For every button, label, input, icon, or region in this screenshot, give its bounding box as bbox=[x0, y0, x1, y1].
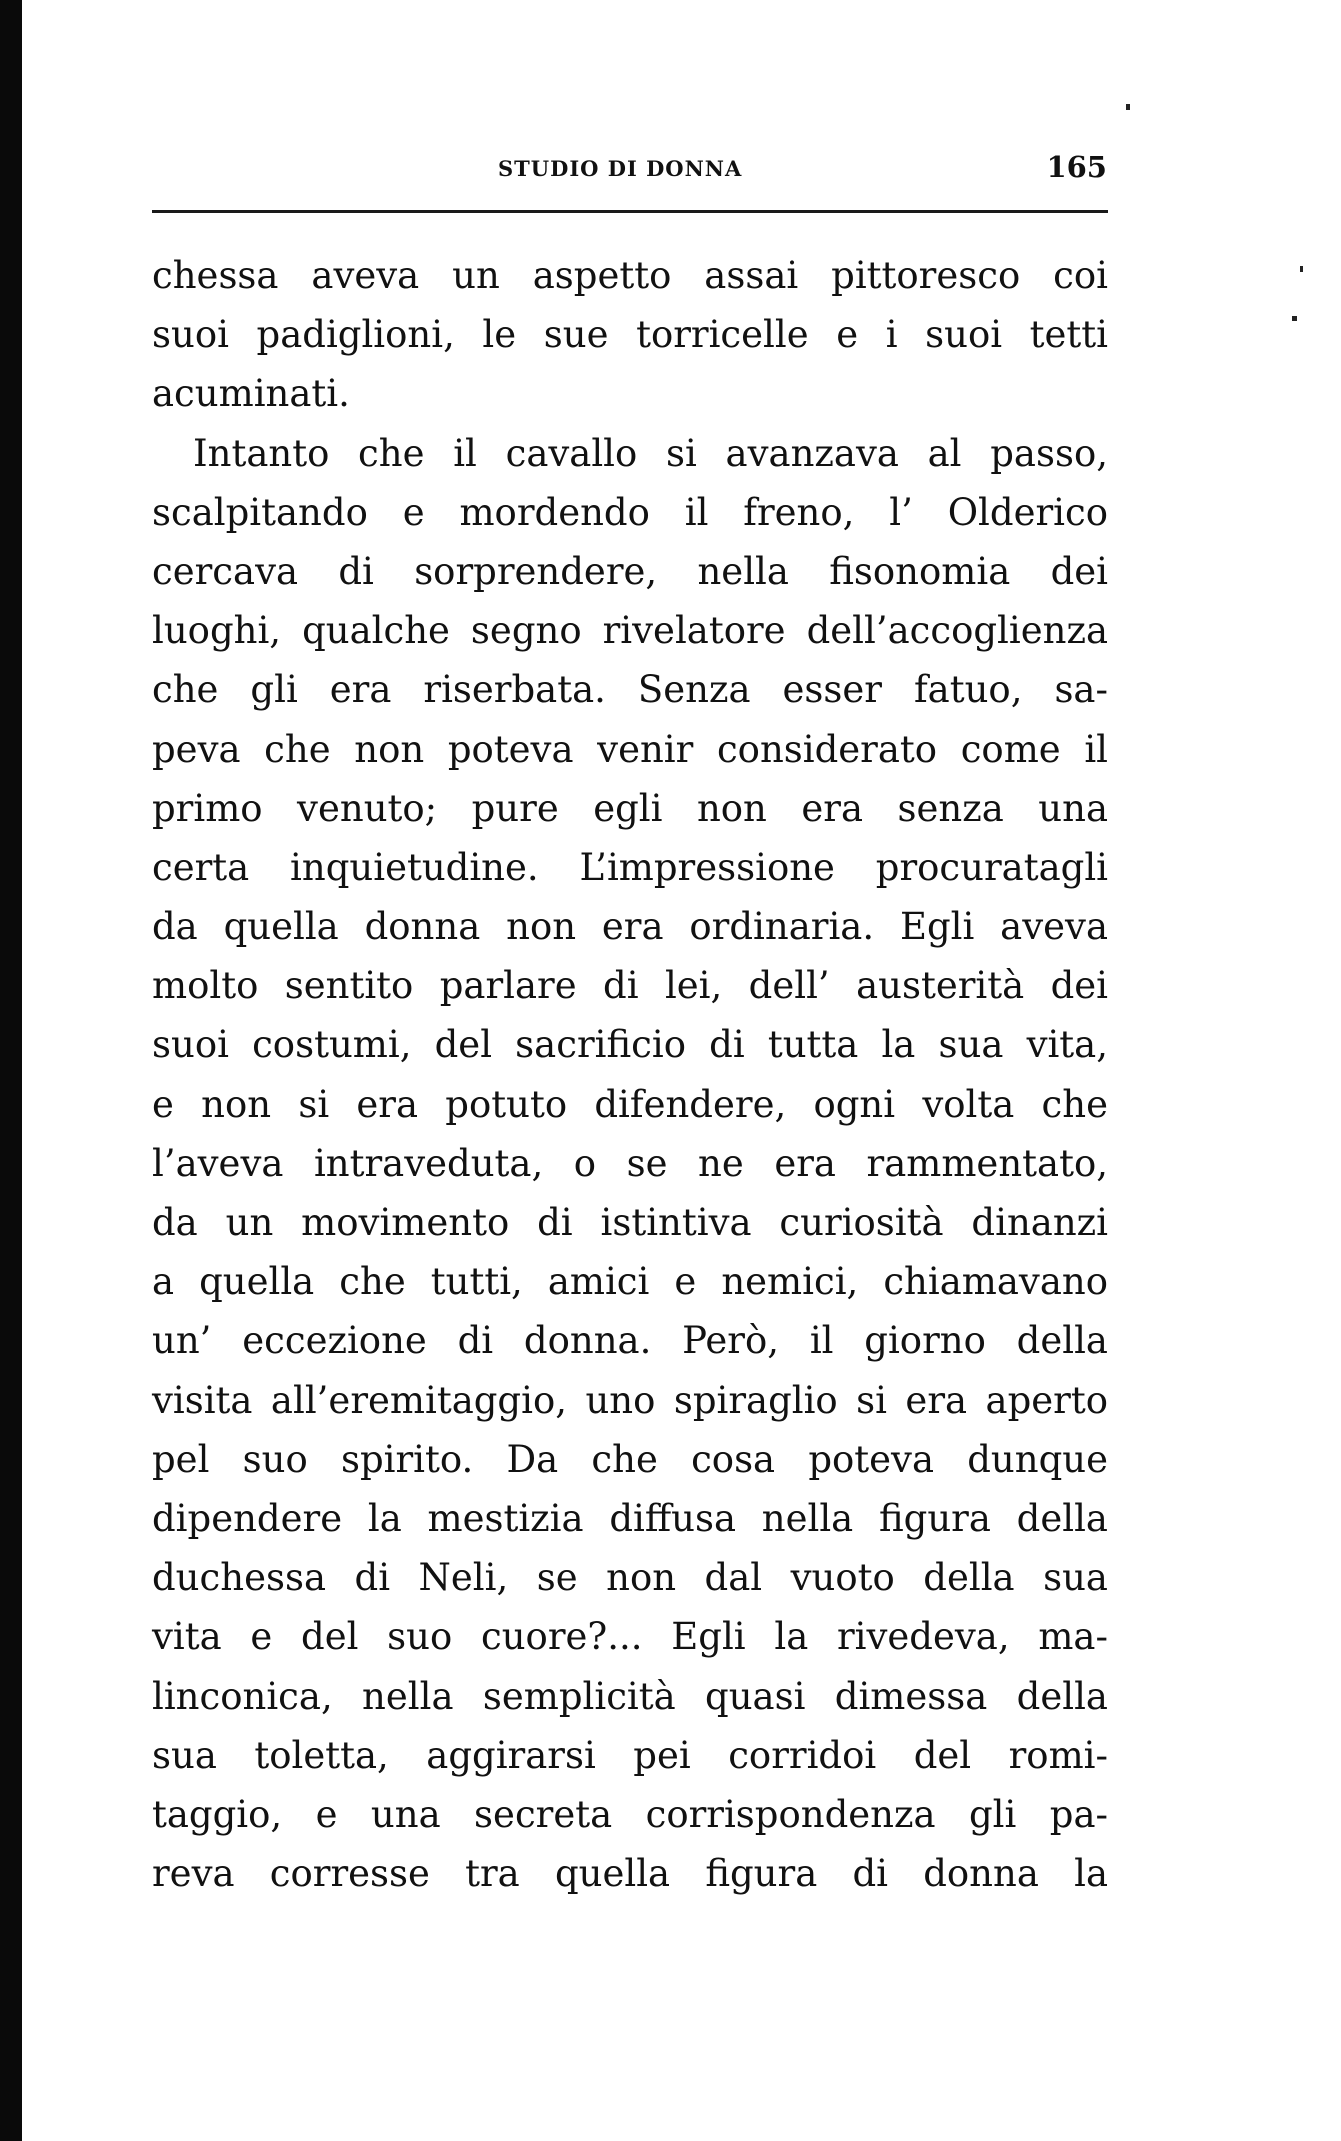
scan-speck bbox=[1126, 104, 1130, 110]
text-line: duchessa di Neli, se non dal vuoto della sua bbox=[152, 1556, 1108, 1600]
text-line: chessa aveva un aspetto assai pittoresco coi bbox=[152, 254, 1108, 297]
page-number: 165 bbox=[1046, 150, 1107, 184]
text-line: da quella donna non era ordinaria. Egli aveva bbox=[152, 905, 1108, 949]
text-line: da un movimento di istintiva curiosità dinanzi bbox=[152, 1201, 1108, 1244]
page-header bbox=[152, 150, 1107, 194]
text-line: dipendere la mestizia diffusa nella figura della bbox=[152, 1496, 1108, 1540]
text-line: suoi padiglioni, le sue torricelle e i suoi tetti bbox=[152, 313, 1108, 357]
body-text bbox=[152, 246, 1108, 1903]
header-rule bbox=[152, 210, 1108, 213]
text-line: sua toletta, aggirarsi pei corridoi del romi- bbox=[152, 1733, 1108, 1777]
scan-speck bbox=[1292, 316, 1297, 321]
text-line: peva che non poteva venir considerato come il bbox=[152, 727, 1108, 771]
scan-speck bbox=[1300, 266, 1303, 272]
text-line: a quella che tutti, amici e nemici, chiamavano bbox=[152, 1260, 1108, 1304]
text-line: taggio, e una secreta corrispondenza gli pa- bbox=[152, 1792, 1108, 1836]
text-line: cercava di sorprendere, nella fisonomia dei bbox=[152, 549, 1108, 593]
text-line: primo venuto; pure egli non era senza una bbox=[152, 786, 1108, 830]
running-title: STUDIO DI DONNA bbox=[498, 156, 743, 181]
text-line: l’aveva intraveduta, o se ne era rammentato, bbox=[152, 1141, 1108, 1185]
text-line: scalpitando e mordendo il freno, l’ Olderico bbox=[152, 490, 1108, 534]
page-binding-edge bbox=[0, 0, 22, 2141]
text-line: suoi costumi, del sacrificio di tutta la sua vita, bbox=[152, 1023, 1108, 1067]
text-line: acuminati. bbox=[152, 372, 350, 416]
text-line: certa inquietudine. L’impressione procuratagli bbox=[152, 845, 1108, 889]
text-line: molto sentito parlare di lei, dell’ austerità dei bbox=[152, 964, 1108, 1008]
text-line: visita all’eremitaggio, uno spiraglio si era aperto bbox=[152, 1378, 1108, 1422]
text-line: Intanto che il cavallo si avanzava al passo, bbox=[193, 431, 1108, 475]
text-line: luoghi, qualche segno rivelatore dell’accoglienza bbox=[152, 609, 1108, 653]
text-line: linconica, nella semplicità quasi dimessa della bbox=[152, 1674, 1108, 1718]
text-line: che gli era riserbata. Senza esser fatuo, sa- bbox=[152, 668, 1108, 712]
text-line: un’ eccezione di donna. Però, il giorno della bbox=[152, 1319, 1108, 1363]
text-line: pel suo spirito. Da che cosa poteva dunque bbox=[152, 1437, 1108, 1481]
text-line: vita e del suo cuore?... Egli la rivedeva, ma- bbox=[152, 1615, 1108, 1659]
text-line: e non si era potuto difendere, ogni volta che bbox=[152, 1082, 1108, 1126]
text-line: reva corresse tra quella figura di donna la bbox=[152, 1852, 1108, 1896]
